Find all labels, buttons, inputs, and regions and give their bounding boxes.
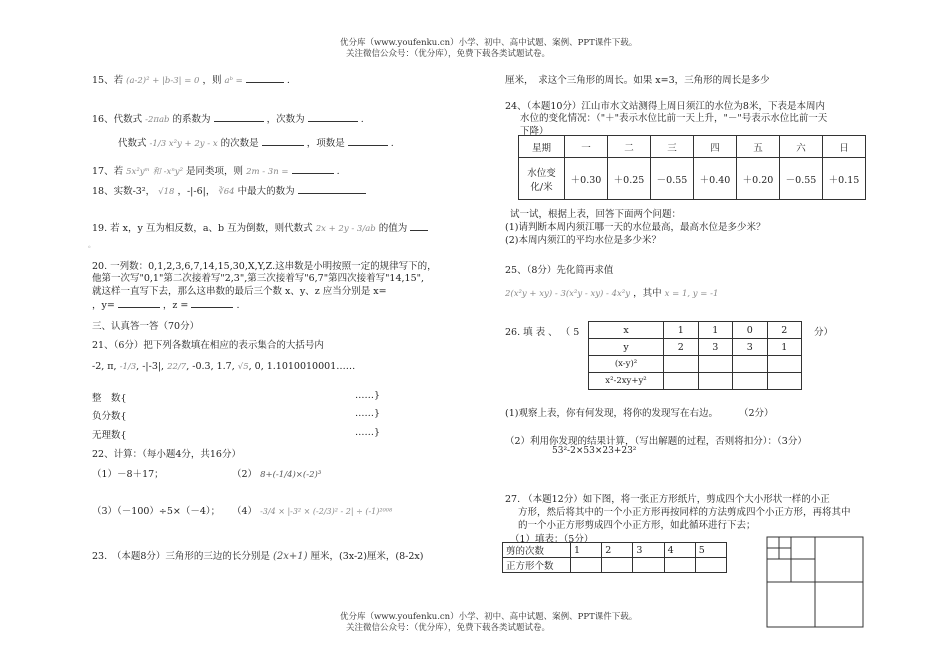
set-integers[interactable]: 整 数{	[92, 393, 127, 404]
row-label: 水位变 化/米	[519, 158, 565, 200]
table-row: 剪的次数 1 2 3 4 5	[503, 543, 727, 558]
q16b-blank-2[interactable]	[348, 136, 388, 146]
water-level-table	[518, 135, 866, 200]
q19-mark: 。	[88, 241, 95, 249]
q26-part-2: （2）利用你发现的结果计算，（写出解题的过程，否则将扣分）：（3分）	[505, 436, 807, 447]
answer-cell[interactable]	[767, 373, 802, 390]
q16b-formula: -1/3 x²y + 2y - x	[149, 139, 218, 149]
question-18: 18、实数-3²， √18 ，-|-6|， ∛64 中最大的数为	[92, 183, 366, 197]
q24-line-1: 24、（本题10分）江山市水文站测得上周日须江的水位为8米，下表是本周内	[505, 101, 825, 112]
answer-cell[interactable]	[664, 356, 699, 373]
q23-line-1: 23. （本题8分）三角形的三边的长分别是 (2x+1) 厘米，(3x-2)厘米，(8-2x)	[92, 551, 424, 562]
q23-line-2: 厘米， 求这个三角形的周长。如果 x=3，三角形的周长是多少	[505, 75, 770, 86]
q20-line-4: ，y= ，z = .	[92, 300, 240, 311]
q20-line-1: 20. 一列数：0,1,2,3,6,7,14,15,30,X,Y,Z.这串数是小明按照一定的规律写下的，	[92, 261, 437, 272]
q17-blank[interactable]	[292, 164, 334, 174]
answer-cell[interactable]	[733, 356, 768, 373]
answer-cell[interactable]	[664, 558, 695, 573]
q15-answer-blank[interactable]	[246, 73, 284, 83]
question-16a: 16、代数式 -2πab 的系数为 ，次数为 .	[92, 114, 364, 125]
header-line-1: 优分库（www.youfenku.cn）小学、初中、高中试题、案例、PPT课件下载。	[340, 38, 638, 48]
q16a-formula: -2πab	[145, 115, 170, 125]
footer-line-2: 关注微信公众号：（优分库），免费下载各类试题试卷。	[346, 623, 551, 633]
q24-q1: (1)请判断本周内须江哪一天的水位最高，最高水位是多少米？	[505, 222, 766, 233]
question-19: 19. 若 x，y 互为相反数，a、b 互为倒数，则代数式 2x + 2y - 3/ab 的值为	[92, 220, 428, 234]
q22-part-1: （1）－8＋17；	[92, 469, 164, 480]
q26-score: 分）	[814, 327, 834, 338]
q20-line-2: 他第一次写"0,1"第二次接着写"2,3",第三次接着写"6,7"第四次接着写"14,15",	[92, 273, 425, 284]
q27-line-1: 27. （本题12分）如下图，将一张正方形纸片，剪成四个大小形状一样的小正	[505, 494, 830, 505]
q26-label: 26. 填 表 、 （ 5	[505, 327, 580, 338]
q22-title: 22、计算：（每小题4分，共16分）	[92, 449, 241, 460]
header-cell: 星期	[519, 136, 565, 158]
table-row: 星期 一 二 三 四 五 六 日	[519, 136, 866, 158]
q20-y-blank[interactable]	[118, 298, 160, 308]
q15-formula: (a-2)² + |b-3| = 0	[126, 76, 200, 86]
q21-title: 21、（6分）把下列各数填在相应的表示集合的大括号内	[92, 340, 324, 351]
square-cutting-diagram	[766, 536, 864, 628]
q17-formula-2: 2m - 3n =	[246, 167, 289, 177]
q22-part-4: （4） -3/4 × |-3² × (-2/3)² - 2| ÷ (-1)²⁰⁰⁸	[232, 506, 393, 517]
header-line-2: 关注微信公众号：（优分库），免费下载各类试题试卷。	[346, 49, 551, 59]
set-neg-fractions-end: ……}	[355, 408, 381, 419]
q19-formula: 2x + 2y - 3/ab	[315, 224, 376, 234]
q16b-blank-1[interactable]	[262, 136, 304, 146]
table-row: (x-y)²	[589, 356, 802, 373]
answer-cell[interactable]	[733, 373, 768, 390]
answer-cell[interactable]	[633, 558, 664, 573]
set-irrationals-end: ……}	[355, 427, 381, 438]
answer-cell[interactable]	[602, 558, 633, 573]
q22-part-2: （2） 8+(-1/4)×(-2)³	[232, 469, 322, 480]
set-neg-fractions[interactable]: 负分数{	[92, 411, 127, 422]
answer-cell[interactable]	[767, 356, 802, 373]
q27-line-2: 方形，然后将其中的一个小正方形再按同样的方法剪成四个小正方形，再将其中	[518, 507, 851, 518]
question-15: 15、若 (a-2)² + |b-3| = 0 ，则 aᵇ = .	[92, 75, 290, 86]
q27-fill-label: （1）填表：（5分）	[510, 534, 594, 545]
q16a-blank-1[interactable]	[214, 112, 264, 122]
footer-line-1: 优分库（www.youfenku.cn）小学、初中、高中试题、案例、PPT课件下载。	[340, 612, 638, 622]
cut-table	[502, 542, 727, 573]
table-row: 正方形个数	[503, 558, 727, 573]
table-row: y 2 3 3 1	[589, 339, 802, 356]
q19-blank[interactable]	[410, 221, 428, 231]
table-row: x 1 1 0 2	[589, 322, 802, 339]
q21-numbers: -2, π, -1/3, -|-3|, 22/7, -0.3, 1.7, √5, 0, 1.1010010001……	[92, 361, 356, 372]
q15-formula-2: aᵇ =	[224, 76, 243, 86]
q20-z-blank[interactable]	[191, 298, 233, 308]
q18-cbrt: ∛64	[218, 187, 235, 197]
xy-table	[588, 321, 802, 390]
q26-part-2-formula: 53²-2×53×23+23²	[552, 446, 637, 456]
answer-cell[interactable]	[664, 373, 699, 390]
section-3-title: 三、认真答一答（70分）	[92, 321, 200, 332]
q25-title: 25、（8分）先化简再求值	[505, 265, 614, 276]
set-integers-end: ……}	[355, 390, 381, 401]
q24-line-3: 下降）	[520, 126, 549, 137]
q24-line-2: 水位的变化情况：（"＋"表示水位比前一天上升，"－"号表示水位比前一天	[520, 113, 828, 124]
q18-sqrt: √18	[158, 187, 175, 197]
answer-cell[interactable]	[571, 558, 602, 573]
q20-line-3: 就这样一直写下去，那么这串数的最后三个数 x、y、z 应当分别是 x=	[92, 286, 387, 297]
question-17: 17、若 5x²yᵐ 和 -xⁿy² 是同类项，则 2m - 3n = .	[92, 166, 340, 177]
answer-cell[interactable]	[695, 558, 726, 573]
q26-part-1: (1)观察上表，你有何发现，将你的发现写在右边。 （2分）	[505, 408, 774, 419]
question-16b: 代数式 -1/3 x²y + 2y - x 的次数是 ，项数是 .	[118, 138, 394, 149]
set-irrationals[interactable]: 无理数{	[92, 430, 127, 441]
table-row: 水位变 化/米 ＋0.30 ＋0.25 －0.55 ＋0.40 ＋0.20 －0.55 ＋0.15	[519, 158, 866, 200]
q25-expression: 2(x²y + xy) - 3(x²y - xy) - 4x²y ，其中 x = 1, y = -1	[505, 288, 719, 299]
q16a-blank-2[interactable]	[308, 112, 358, 122]
q17-formula: 5x²yᵐ 和 -xⁿy²	[126, 167, 183, 177]
q22-part-3: （3）（－100）÷5×（－4）；	[92, 506, 221, 517]
q24-q2: (2)本周内须江的平均水位是多少米？	[505, 235, 661, 246]
answer-cell[interactable]	[698, 356, 733, 373]
answer-cell[interactable]	[698, 373, 733, 390]
q27-line-3: 的一个小正方形剪成四个小正方形，如此循环进行下去；	[518, 520, 756, 531]
q24-try: 试一试，根据上表，回答下面两个问题：	[510, 209, 682, 220]
q18-blank[interactable]	[298, 184, 366, 194]
table-row: x²-2xy+y²	[589, 373, 802, 390]
